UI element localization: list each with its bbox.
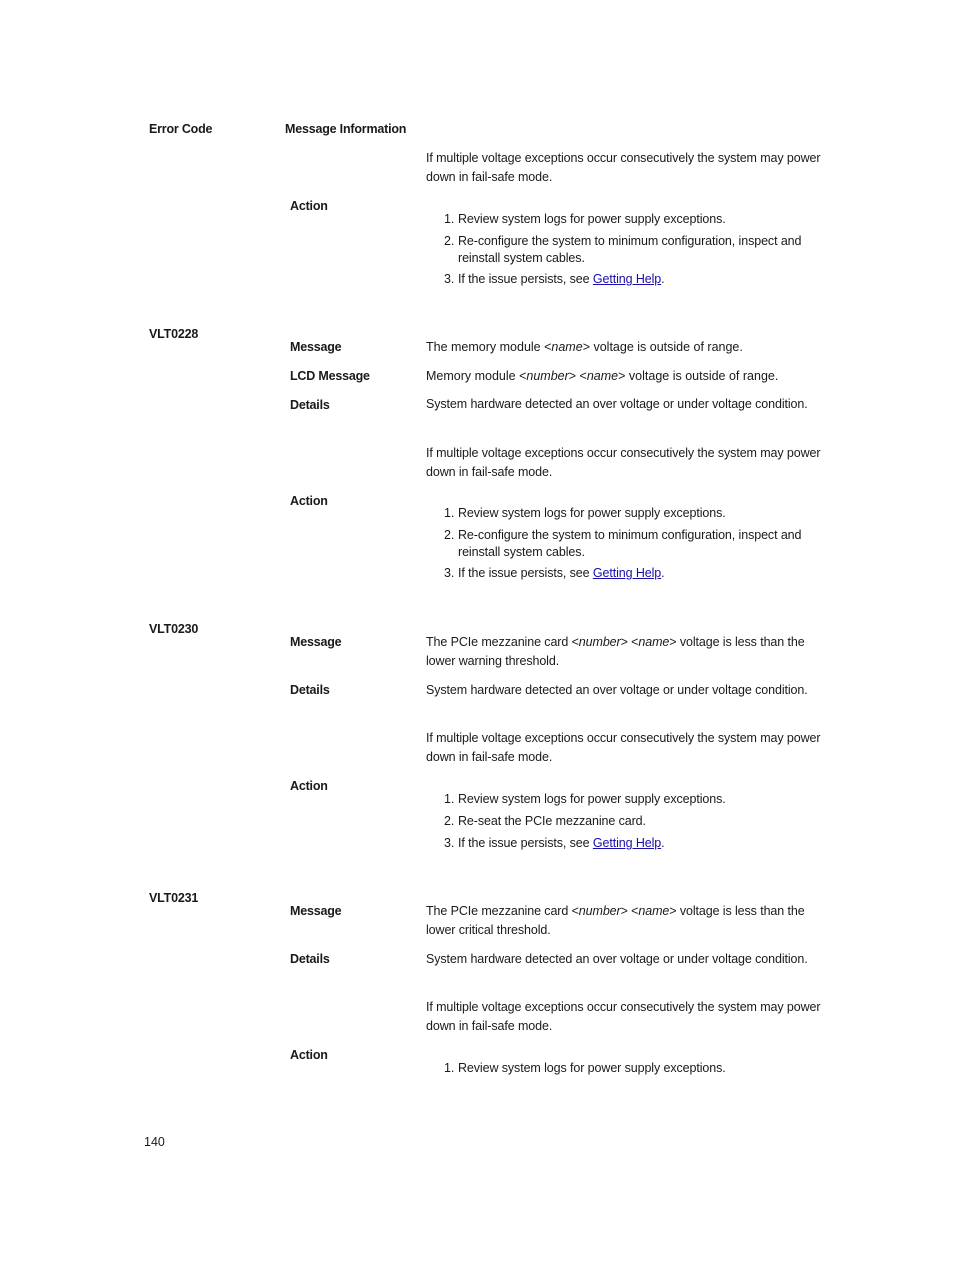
action-list bbox=[426, 505, 838, 582]
message-text: The PCIe mezzanine card <number> <name> voltage is less than the lower warning threshold. bbox=[426, 635, 805, 668]
message-text: The memory module <name> voltage is outside of range. bbox=[426, 340, 743, 354]
message-label: Message bbox=[290, 635, 342, 649]
list-item: 2. Re-configure the system to minimum configuration, inspect and reinstall system cables. bbox=[444, 234, 802, 265]
details-text: System hardware detected an over voltage or under voltage condition. bbox=[426, 952, 808, 966]
action-list bbox=[426, 211, 838, 288]
details-text: If multiple voltage exceptions occur consecutively the system may power down in fail-safe mode. bbox=[426, 731, 821, 764]
details-label: Details bbox=[290, 683, 330, 697]
lcd-message-label: LCD Message bbox=[290, 369, 370, 383]
page-number: 140 bbox=[144, 1135, 165, 1149]
error-code-vlt0228: VLT0228 bbox=[149, 327, 199, 341]
column-header-error-code: Error Code bbox=[149, 122, 213, 136]
getting-help-link[interactable]: Getting Help bbox=[592, 272, 662, 286]
message-text: The PCIe mezzanine card <number> <name> voltage is less than the lower critical threshold. bbox=[426, 904, 805, 937]
message-label: Message bbox=[290, 340, 342, 354]
details-text: If multiple voltage exceptions occur consecutively the system may power down in fail-safe mode. bbox=[426, 1000, 821, 1033]
error-code-vlt0230: VLT0230 bbox=[149, 622, 199, 636]
action-label: Action bbox=[290, 1048, 328, 1062]
list-item: 1. Review system logs for power supply exceptions. bbox=[444, 792, 726, 806]
list-item: 3. If the issue persists, see Getting Help. bbox=[444, 566, 665, 580]
action-label: Action bbox=[290, 494, 328, 508]
column-header-message-information: Message Information bbox=[285, 122, 407, 136]
action-list bbox=[426, 1060, 838, 1082]
lcd-message-text: Memory module <number> <name> voltage is outside of range. bbox=[426, 369, 779, 383]
getting-help-link[interactable]: Getting Help bbox=[592, 836, 662, 850]
list-item: 1. Review system logs for power supply exceptions. bbox=[444, 212, 726, 226]
action-label: Action bbox=[290, 779, 328, 793]
list-item: 2. Re-configure the system to minimum configuration, inspect and reinstall system cables. bbox=[444, 528, 802, 559]
action-list bbox=[426, 791, 838, 857]
list-item: 1. Review system logs for power supply exceptions. bbox=[444, 1061, 726, 1075]
details-label: Details bbox=[290, 398, 330, 412]
list-item: 1. Review system logs for power supply exceptions. bbox=[444, 506, 726, 520]
details-text: If multiple voltage exceptions occur consecutively the system may power down in fail-safe mode. bbox=[426, 446, 821, 479]
list-item: 3. If the issue persists, see Getting Help. bbox=[444, 836, 665, 850]
error-code-vlt0231: VLT0231 bbox=[149, 891, 199, 905]
details-continuation: If multiple voltage exceptions occur consecutively the system may power down in fail-safe mode. bbox=[426, 151, 821, 184]
details-label: Details bbox=[290, 952, 330, 966]
details-text: System hardware detected an over voltage or under voltage condition. bbox=[426, 683, 808, 697]
getting-help-link[interactable]: Getting Help bbox=[592, 566, 662, 580]
list-item: 3. If the issue persists, see Getting Help. bbox=[444, 272, 665, 286]
list-item: 2. Re-seat the PCIe mezzanine card. bbox=[444, 814, 646, 828]
action-label: Action bbox=[290, 199, 328, 213]
message-label: Message bbox=[290, 904, 342, 918]
details-text: System hardware detected an over voltage or under voltage condition. bbox=[426, 397, 808, 411]
